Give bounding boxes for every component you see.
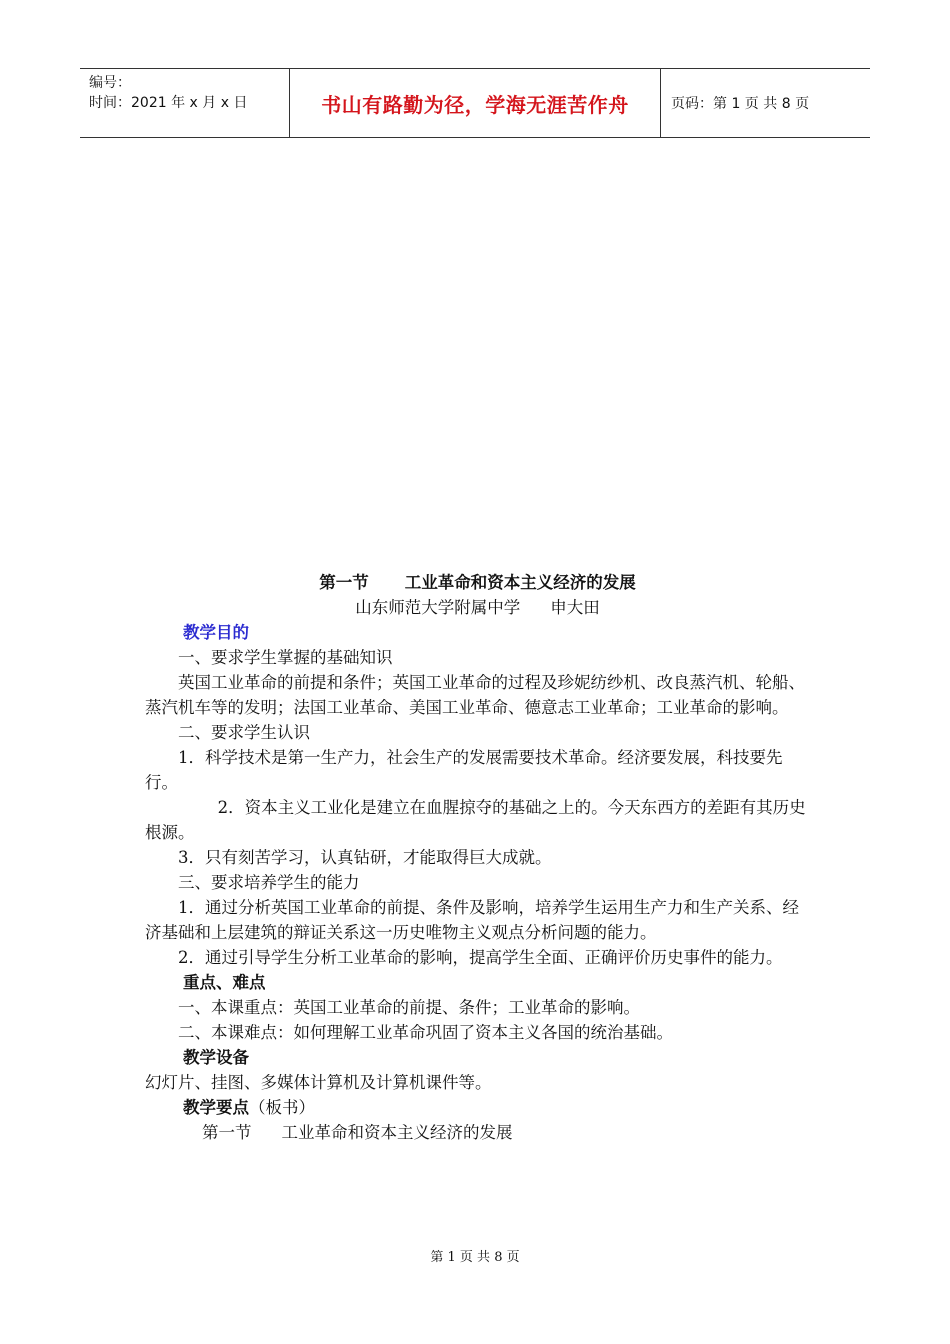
header-motto-cell xyxy=(289,69,661,137)
header-page-number: 页码：第 1 页 共 8 页 xyxy=(671,96,810,112)
header-motto: 书山有路勤为径，学海无涯苦作舟 xyxy=(321,92,629,117)
teaching-points-section xyxy=(145,1120,810,1145)
title-text: 工业革命和资本主义经济的发展 xyxy=(404,573,636,592)
goal-heading: 教学目的 xyxy=(182,623,249,642)
page-footer: 第 1 页 共 8 页 xyxy=(430,1250,520,1265)
document-author xyxy=(145,595,810,620)
teaching-points-label: 教学要点 xyxy=(182,1098,249,1117)
goal-3-title: 三、要求培养学生的能力 xyxy=(178,873,360,892)
document-title xyxy=(145,570,810,595)
author-school: 山东师范大学附属中学 xyxy=(355,598,521,617)
goal-2-item-1: 1．科学技术是第一生产力，社会生产的发展需要技术革命。经济要发展，科技要先行。 xyxy=(145,748,783,792)
equipment-body: 幻灯片、挂图、多媒体计算机及计算机课件等。 xyxy=(145,1073,492,1092)
author-name: 申大田 xyxy=(550,598,600,617)
document-body xyxy=(145,570,810,1145)
key-points-heading: 重点、难点 xyxy=(182,973,266,992)
header-meta xyxy=(80,69,289,137)
document-date-label: 时间：2021 年 x 月 x 日 xyxy=(89,95,248,111)
teaching-points-section-number: 第一节 xyxy=(202,1123,252,1142)
key-point-2: 二、本课难点：如何理解工业革命巩固了资本主义各国的统治基础。 xyxy=(178,1023,673,1042)
teaching-points-suffix: （板书） xyxy=(248,1098,315,1117)
page-header xyxy=(80,68,870,138)
document-number-label: 编号： xyxy=(89,75,131,91)
title-section: 第一节 xyxy=(319,573,369,592)
key-point-1: 一、本课重点：英国工业革命的前提、条件；工业革命的影响。 xyxy=(178,998,640,1017)
teaching-points-section-title: 工业革命和资本主义经济的发展 xyxy=(281,1123,513,1142)
equipment-heading: 教学设备 xyxy=(182,1048,249,1067)
teaching-points-heading xyxy=(145,1095,810,1120)
goal-1-body: 英国工业革命的前提和条件；英国工业革命的过程及珍妮纺纱机、改良蒸汽机、轮船、蒸汽机车等的发明；法国工业革命、美国工业革命、德意志工业革命；工业革命的影响。 xyxy=(145,673,805,717)
goal-2-item-2: 2．资本主义工业化是建立在血腥掠夺的基础之上的。今天东西方的差距有其历史根源。 xyxy=(145,798,806,842)
goal-3-item-2: 2．通过引导学生分析工业革命的影响，提高学生全面、正确评价历史事件的能力。 xyxy=(178,948,783,967)
header-page-cell xyxy=(661,69,870,137)
goal-3-item-1: 1．通过分析英国工业革命的前提、条件及影响，培养学生运用生产力和生产关系、经济基础和上层建筑的辩证关系这一历史唯物主义观点分析问题的能力。 xyxy=(145,898,799,942)
goal-1-title: 一、要求学生掌握的基础知识 xyxy=(178,648,393,667)
goal-2-item-3: 3．只有刻苦学习，认真钻研，才能取得巨大成就。 xyxy=(178,848,552,867)
goal-2-title: 二、要求学生认识 xyxy=(178,723,310,742)
